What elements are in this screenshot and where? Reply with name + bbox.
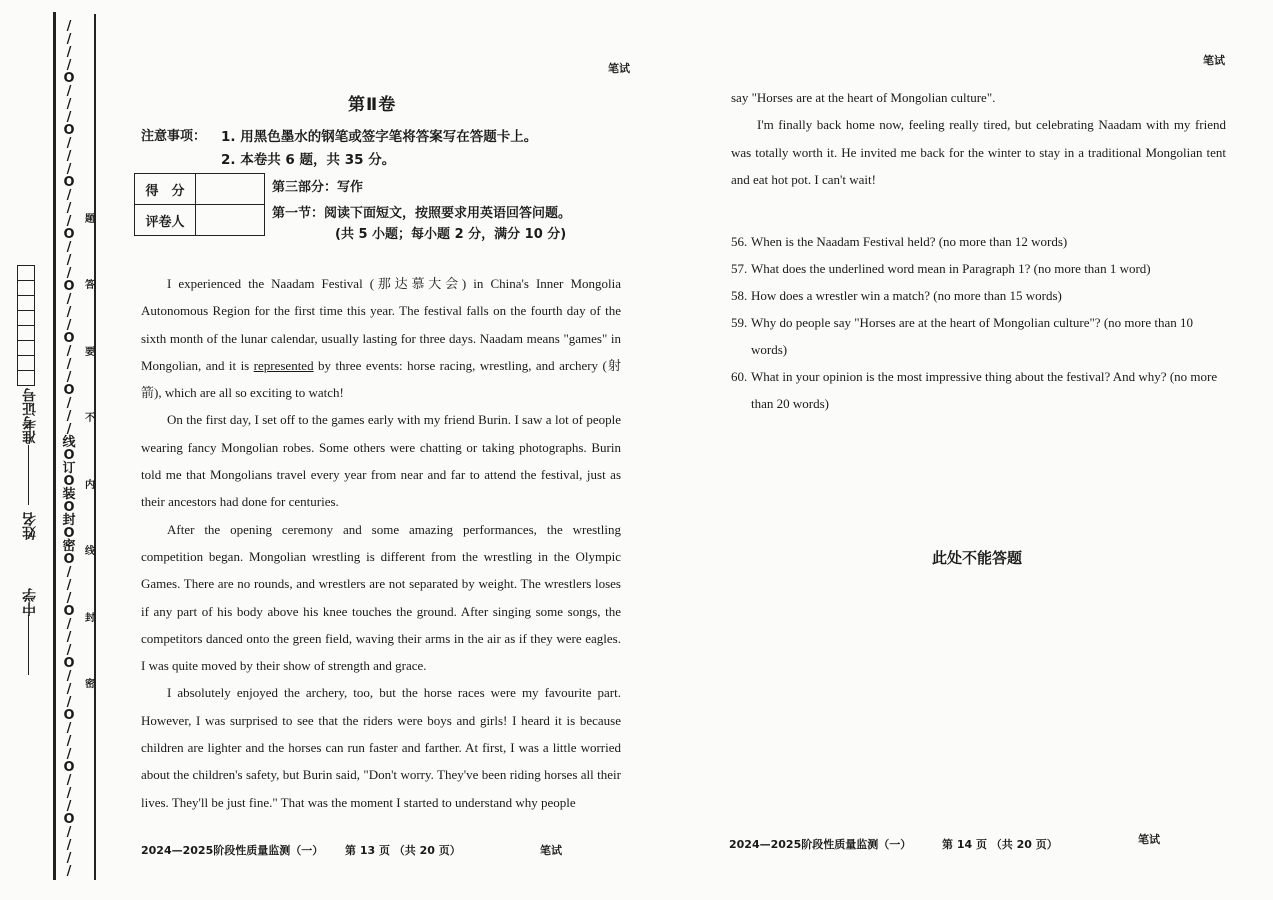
grader-cell: [196, 205, 265, 236]
notice-item: 1. 用黑色墨水的钢笔或签字笔将答案写在答题卡上。: [221, 129, 538, 145]
seal-mark: /: [66, 734, 72, 749]
seal-mark: /: [66, 32, 72, 47]
question-text: When is the Naadam Festival held? (no more than 12 words): [751, 234, 1068, 249]
seal-mark: /: [66, 240, 72, 255]
seal-mark: O: [63, 383, 75, 398]
binding-margin-notice: [83, 210, 97, 690]
seal-mark: 线: [62, 435, 76, 450]
seal-mark: O: [63, 331, 75, 346]
seal-mark: /: [66, 591, 72, 606]
seal-mark: /: [66, 214, 72, 229]
footer-tag: 笔试: [1138, 833, 1160, 846]
seal-mark: /: [66, 84, 72, 99]
seal-mark: /: [66, 578, 72, 593]
seal-mark: O: [63, 526, 75, 541]
seal-mark: /: [66, 45, 72, 60]
section-note: (共 5 小题；每小题 2 分，满分 10 分): [335, 227, 567, 242]
seal-mark: 装: [62, 487, 76, 502]
seal-mark: /: [66, 19, 72, 34]
seal-mark: /: [66, 58, 72, 73]
question-item: [731, 255, 1231, 282]
score-cell: [196, 174, 265, 205]
seal-mark: O: [63, 760, 75, 775]
footer-page-number: 第 14 页 （共 20 页）: [942, 838, 1058, 851]
school-line: [28, 615, 29, 675]
seal-mark: O: [63, 71, 75, 86]
question-number: 56.: [731, 234, 748, 249]
seal-mark: /: [66, 799, 72, 814]
seal-mark: /: [66, 786, 72, 801]
seal-mark: O: [63, 656, 75, 671]
seal-mark: /: [66, 149, 72, 164]
footer-exam-title: 2024—2025阶段性质量监测（一）: [141, 844, 324, 857]
seal-mark: /: [66, 318, 72, 333]
question-text: What in your opinion is the most impressive thing about the festival? And why? (no more than 20 words): [751, 369, 1218, 411]
seal-mark: /: [66, 630, 72, 645]
margin-char: 要: [85, 346, 95, 358]
margin-char: 密: [85, 678, 95, 690]
seal-mark: /: [66, 617, 72, 632]
seal-mark: /: [66, 669, 72, 684]
passage-paragraph: I'm finally back home now, feeling really tired, but celebrating Naadam with my friend was totally worth it. He invited me back for the winter to stay in a traditional Mongolian tent and eat hot pot. I can't wait!: [731, 117, 1226, 187]
question-item: [731, 282, 1231, 309]
notice-item: 2. 本卷共 6 题，共 35 分。: [221, 152, 396, 168]
seal-mark: /: [66, 97, 72, 112]
passage-paragraph: After the opening ceremony and some amazing performances, the wrestling competition began. Mongolian wrestling is different from the wrestling in the Olympic Games. There are no rounds, and wrestlers are not separated by weight. The wrestlers loses if any part of his body above his knee touches the ground. After singing some songs, the competitors danced onto the green field, waving their arms in the air as if they were eagles. I was quite moved by their show of strength and grace.: [141, 521, 621, 674]
passage-paragraph: I absolutely enjoyed the archery, too, but the horse races were my favourite part. However, I was surprised to see that the riders were boys and girls! I heard it is because children are lighter and the horses can run faster and farther. At first, I was a little worried about the children's safety, but Burin said, "Don't worry. They've been riding horses all their lives. They'll be just fine." That was the moment I started to understand why people: [141, 685, 621, 810]
seal-mark: 密: [62, 539, 76, 554]
seal-mark: /: [66, 851, 72, 866]
footer-exam-title: 2024—2025阶段性质量监测（一）: [729, 838, 912, 851]
seal-mark: /: [66, 864, 72, 879]
seal-mark: /: [66, 357, 72, 372]
seal-mark: O: [63, 708, 75, 723]
seal-mark: /: [66, 773, 72, 788]
exam-id-line: [28, 445, 29, 505]
seal-mark: /: [66, 370, 72, 385]
seal-mark: 订: [62, 461, 76, 476]
score-table: [134, 173, 265, 236]
margin-char: 线: [85, 546, 95, 558]
question-item: [731, 309, 1231, 363]
question-text: How does a wrestler win a match? (no more than 15 words): [751, 288, 1062, 303]
seal-mark: /: [66, 266, 72, 281]
question-list: [731, 228, 1231, 417]
binding-seal-pattern: [57, 19, 81, 879]
score-label: 得 分: [135, 174, 196, 205]
seal-mark: /: [66, 305, 72, 320]
passage-paragraph: I experienced the Naadam Festival (那达慕大会) in China's Inner Mongolia Autonomous Region for the first time this year. The festival falls on the fourth day of the sixth month of the lunar calendar, usually lasting for three days. Naadam means "games" in Mongolian, and it is represented by three events: horse racing, wrestling, and archery (射箭), which are all so exciting to watch!: [141, 276, 621, 401]
question-text: Why do people say "Horses are at the heart of Mongolian culture"? (no more than 10 words): [751, 315, 1193, 357]
seal-mark: 封: [62, 513, 76, 528]
margin-char: 封: [85, 612, 95, 624]
seal-mark: /: [66, 422, 72, 437]
seal-mark: /: [66, 695, 72, 710]
underlined-word: represented: [253, 357, 314, 373]
exam-id-label: 准考证号: [22, 388, 38, 444]
seal-mark: /: [66, 565, 72, 580]
header-tag: 笔试: [608, 62, 630, 75]
seal-mark: /: [66, 682, 72, 697]
question-number: 57.: [731, 261, 748, 276]
seal-mark: O: [63, 175, 75, 190]
seal-mark: O: [63, 812, 75, 827]
seal-mark: /: [66, 643, 72, 658]
question-item: [731, 228, 1231, 255]
question-item: [731, 363, 1231, 417]
reading-passage-continued: [731, 84, 1226, 193]
binding-line: [53, 12, 56, 880]
exam-id-boxes: [17, 265, 35, 386]
seal-mark: /: [66, 292, 72, 307]
school-label: 中学: [22, 588, 38, 616]
seal-mark: /: [66, 838, 72, 853]
question-number: 59.: [731, 315, 748, 330]
seal-mark: O: [63, 448, 75, 463]
seal-mark: /: [66, 747, 72, 762]
name-label: 姓名: [22, 512, 38, 540]
seal-mark: /: [66, 344, 72, 359]
seal-mark: /: [66, 110, 72, 125]
seal-mark: O: [63, 474, 75, 489]
grader-label: 评卷人: [135, 205, 196, 236]
seal-mark: O: [63, 500, 75, 515]
margin-char: 题: [85, 214, 95, 225]
footer-page-number: 第 13 页 （共 20 页）: [345, 844, 461, 857]
part-title: 第三部分：写作: [272, 180, 364, 195]
seal-mark: /: [66, 136, 72, 151]
margin-char: 不: [85, 413, 95, 425]
seal-mark: /: [66, 162, 72, 177]
seal-mark: /: [66, 825, 72, 840]
volume-title: 第Ⅱ卷: [348, 95, 397, 115]
seal-mark: /: [66, 721, 72, 736]
seal-mark: O: [63, 552, 75, 567]
question-number: 60.: [731, 369, 748, 384]
seal-mark: O: [63, 604, 75, 619]
passage-paragraph: say "Horses are at the heart of Mongolian culture".: [731, 90, 996, 105]
header-tag: 笔试: [1203, 54, 1225, 67]
section-title: 第一节：阅读下面短文，按照要求用英语回答问题。: [272, 206, 572, 221]
seal-mark: /: [66, 201, 72, 216]
margin-char: 答: [85, 280, 95, 292]
question-number: 58.: [731, 288, 748, 303]
margin-char: 内: [85, 479, 95, 491]
seal-mark: /: [66, 253, 72, 268]
reading-passage: [141, 270, 621, 816]
seal-mark: O: [63, 123, 75, 138]
seal-mark: O: [63, 227, 75, 242]
question-text: What does the underlined word mean in Paragraph 1? (no more than 1 word): [751, 261, 1151, 276]
seal-mark: /: [66, 188, 72, 203]
seal-mark: /: [66, 396, 72, 411]
footer-tag: 笔试: [540, 844, 562, 857]
notice-label: 注意事项：: [141, 129, 207, 144]
seal-mark: O: [63, 279, 75, 294]
seal-mark: /: [66, 409, 72, 424]
passage-paragraph: On the first day, I set off to the games early with my friend Burin. I saw a lot of people wearing fancy Mongolian robes. Some others were chatting or taking photographs. Burin told me that Mongolians travel every year from near and far to attend the festival, just as their ancestors had done for centuries.: [141, 412, 621, 510]
no-answer-notice: 此处不能答题: [932, 549, 1023, 567]
